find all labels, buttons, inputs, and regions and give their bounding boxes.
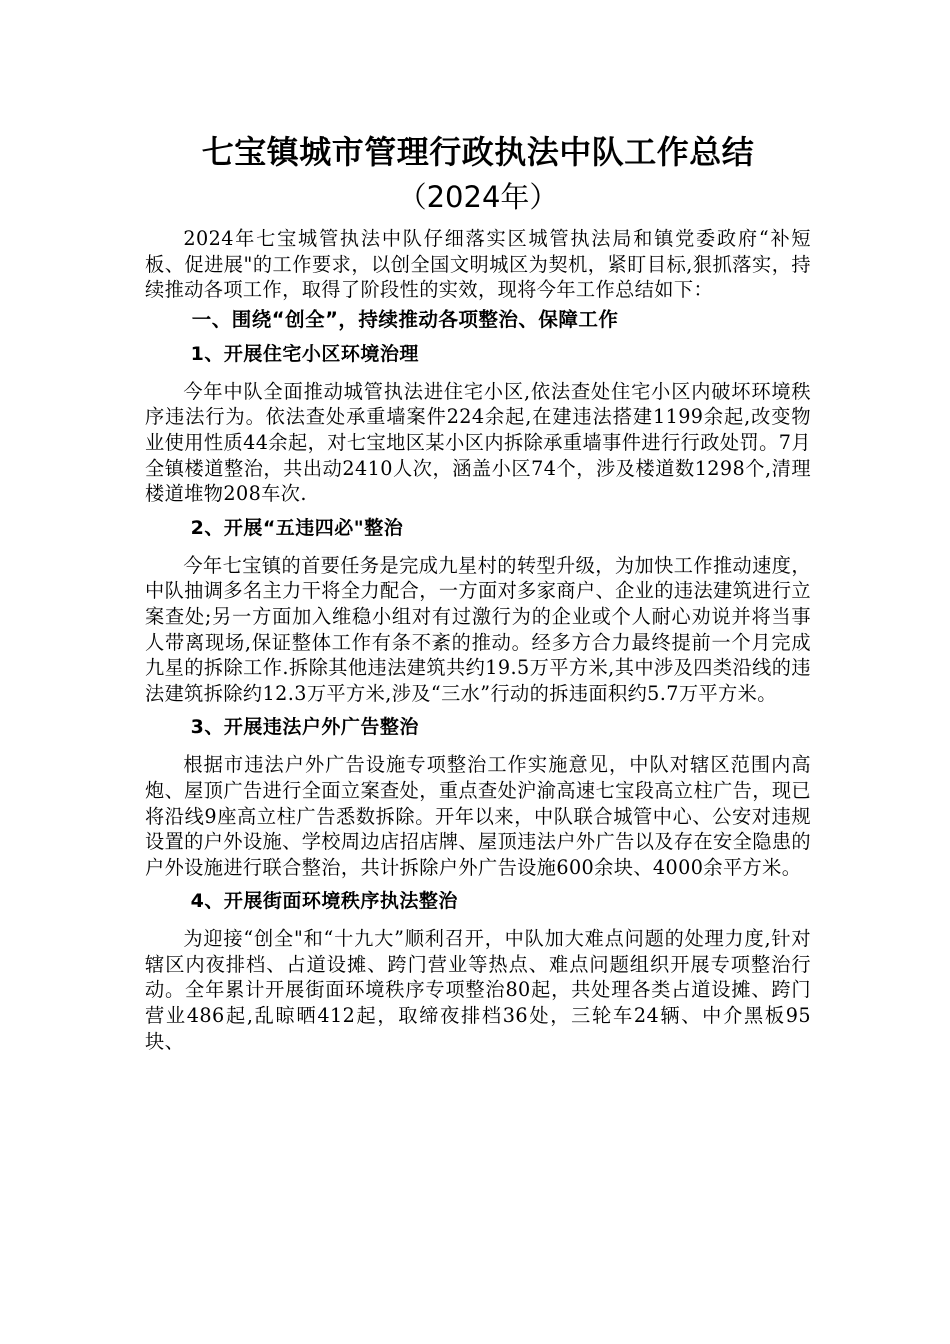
section-wuwei-sibi (145, 515, 811, 707)
section-heading: 4、开展街面环境秩序执法整治 (190, 890, 458, 913)
section-heading: 2、开展“五违四必"整治 (190, 516, 404, 539)
document-subtitle: （2024年） (397, 180, 559, 214)
section-residential (145, 341, 811, 507)
document-page (145, 128, 811, 1054)
section-body: 根据市违法户外广告设施专项整治工作实施意见，中队对辖区范围内高炮、屋顶广告进行全面立案查处，重点查处沪渝高速七宝段高立柱广告，现已将沿线9座高立柱广告悉数拆除。开年以来，中队联合城管中心、公安对违规设置的户外设施、学校周边店招店牌、屋顶违法户外广告以及存在安全隐患的户外设施进行联合整治，共计拆除户外广告设施600余块、4000余平方米。 (145, 753, 811, 879)
section-body: 为迎接“创全"和“十九大”顺利召开，中队加大难点问题的处理力度,针对辖区内夜排档、占道设摊、跨门营业等热点、难点问题组织开展专项整治行动。全年累计开展街面环境秩序专项整治80起，共处理各类占道设摊、跨门营业486起,乱晾晒412起，取缔夜排档36处，三轮车24辆、中介黑板95块、 (145, 927, 811, 1053)
section-heading: 1、开展住宅小区环境治理 (190, 342, 419, 365)
section-outdoor-ads (145, 714, 811, 880)
section-heading: 3、开展违法户外广告整治 (190, 716, 419, 739)
section-body: 今年七宝镇的首要任务是完成九星村的转型升级，为加快工作推动速度，中队抽调多名主力干将全力配合，一方面对多家商户、企业的违法建筑进行立案查处;另一方面加入维稳小组对有过激行为的企业或个人耐心劝说并将当事人带离现场,保证整体工作有条不紊的推动。经多方合力最终提前一个月完成九星的拆除工作.拆除其他违法建筑共约19.5万平方米,其中涉及四类沿线的违法建筑拆除约12.3万平方米,涉及“三水”行动的拆违面积约5.7万平方米。 (145, 553, 811, 705)
intro-paragraph: 2024年七宝城管执法中队仔细落实区城管执法局和镇党委政府“补短板、促进展"的工作要求，以创全国文明城区为契机，紧盯目标,狠抓落实，持续推动各项工作，取得了阶段性的实效，现将今年工作总结如下： (145, 227, 811, 302)
document-title: 七宝镇城市管理行政执法中队工作总结 (201, 133, 755, 171)
section-body: 今年中队全面推动城管执法进住宅小区,依法查处住宅小区内破坏环境秩序违法行为。依法查处承重墙案件224余起,在建违法搭建1199余起,改变物业使用性质44余起，对七宝地区某小区内拆除承重墙事件进行行政处罚。7月全镇楼道整治，共出动2410人次，涵盖小区74个，涉及楼道数1298个,清理楼道堆物208车次. (145, 379, 811, 506)
section-heading-main: 一、围绕“创全”，持续推动各项整治、保障工作 (191, 307, 619, 331)
section-street-order (145, 888, 811, 1054)
